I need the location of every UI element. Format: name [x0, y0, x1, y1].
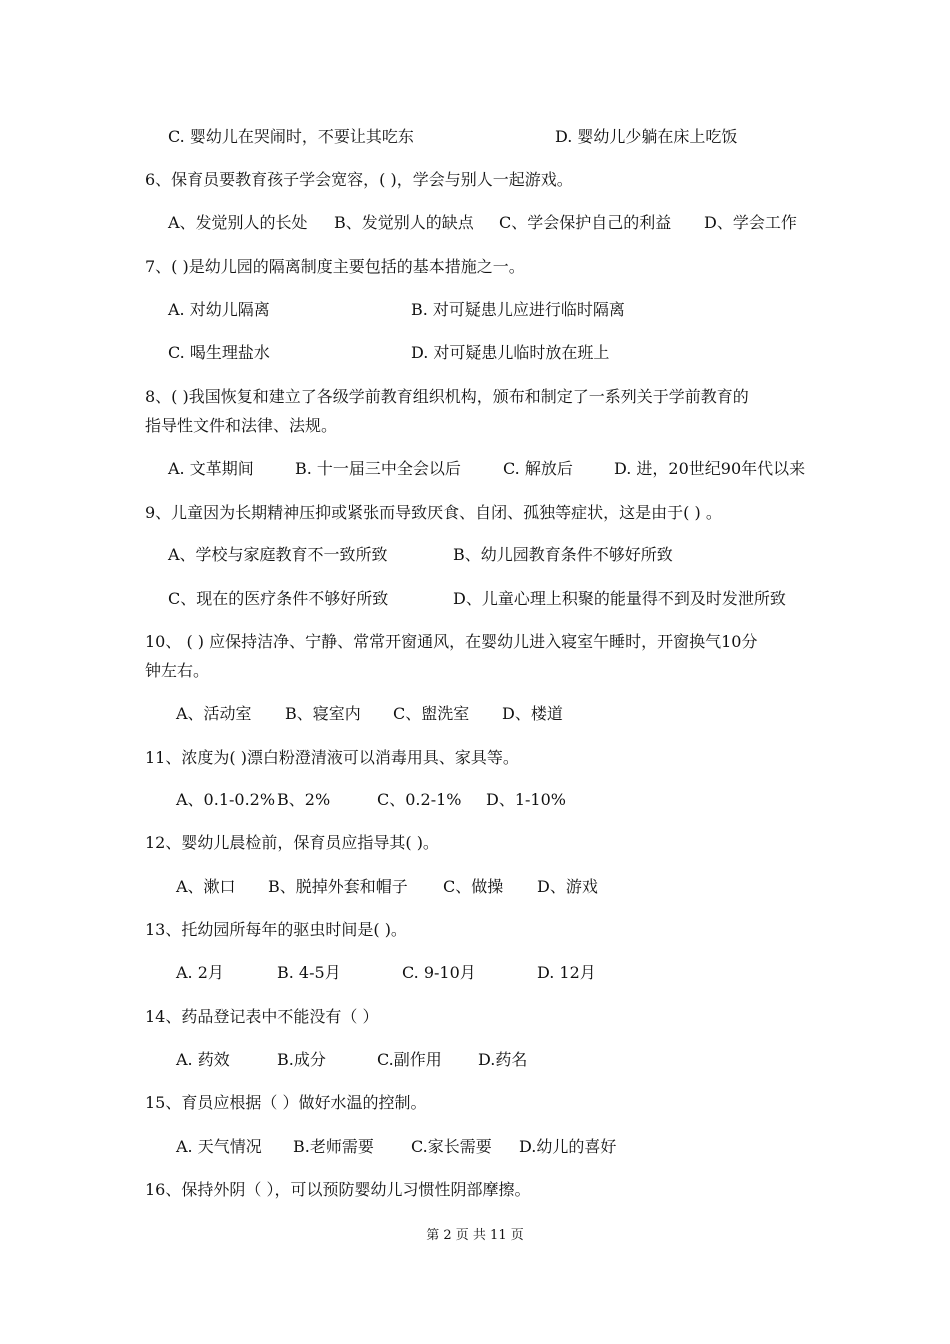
q13-stem — [0, 917, 950, 943]
q11-options — [0, 787, 950, 813]
question-text: 12、婴幼儿晨检前，保育员应指导其( )。 — [145, 833, 439, 852]
option-text: B. 4-5月 — [277, 963, 341, 982]
option-text: D. 对可疑患儿临时放在班上 — [411, 343, 610, 362]
option-text: C. 婴幼儿在哭闹时，不要让其吃东 — [168, 127, 414, 146]
option-text: D、游戏 — [537, 877, 598, 896]
option-text: D、楼道 — [502, 704, 563, 723]
option-text: C.副作用 — [377, 1050, 442, 1069]
option-text: D、儿童心理上积聚的能量得不到及时发泄所致 — [453, 589, 786, 608]
page-footer: 第 2 页 共 11 页 — [426, 1228, 524, 1243]
option-text: C.家长需要 — [411, 1137, 492, 1156]
option-text: B. 对可疑患儿应进行临时隔离 — [411, 300, 625, 319]
option-text: B.老师需要 — [293, 1137, 374, 1156]
option-text: B、2% — [277, 790, 331, 809]
q14-options — [0, 1047, 950, 1073]
option-text: B、脱掉外套和帽子 — [268, 877, 408, 896]
option-text: B、发觉别人的缺点 — [334, 213, 474, 232]
question-text: 14、药品登记表中不能没有（ ） — [145, 1007, 379, 1026]
option-text: A、发觉别人的长处 — [168, 213, 308, 232]
q5-options-cd — [0, 124, 950, 150]
q15-options — [0, 1134, 950, 1160]
option-text: C、现在的医疗条件不够好所致 — [168, 589, 389, 608]
option-text: D、1-10% — [486, 790, 566, 809]
question-text: 钟左右。 — [145, 661, 210, 680]
option-text: A. 2月 — [176, 963, 224, 982]
option-text: C、0.2-1% — [377, 790, 462, 809]
option-text: C、盥洗室 — [393, 704, 470, 723]
option-text: C、学会保护自己的利益 — [499, 213, 672, 232]
q10-stem-2 — [0, 658, 950, 684]
q7-options-cd — [0, 340, 950, 366]
question-text: 8、( )我国恢复和建立了各级学前教育组织机构，颁布和制定了一系列关于学前教育的 — [145, 387, 749, 406]
question-text: 指导性文件和法律、法规。 — [145, 416, 338, 435]
option-text: D.药名 — [478, 1050, 528, 1069]
q6-options — [0, 210, 950, 236]
q12-options — [0, 874, 950, 900]
question-text: 11、浓度为( )漂白粉澄清液可以消毒用具、家具等。 — [145, 748, 519, 767]
option-text: C、做操 — [443, 877, 504, 896]
q14-stem — [0, 1004, 950, 1030]
option-text: A. 对幼儿隔离 — [168, 300, 270, 319]
option-text: A、0.1-0.2% — [176, 790, 276, 809]
option-text: D. 婴幼儿少躺在床上吃饭 — [555, 127, 738, 146]
option-text: B、寝室内 — [285, 704, 361, 723]
q16-stem — [0, 1177, 950, 1203]
q8-stem-1 — [0, 384, 950, 410]
q10-stem-1 — [0, 629, 950, 655]
q9-options-cd — [0, 586, 950, 612]
question-text: 9、儿童因为长期精神压抑或紧张而导致厌食、自闭、孤独等症状，这是由于( ) 。 — [145, 503, 722, 522]
q9-stem — [0, 500, 950, 526]
question-text: 16、保持外阴（ ），可以预防婴幼儿习惯性阴部摩擦。 — [145, 1180, 531, 1199]
option-text: A、漱口 — [176, 877, 236, 896]
q12-stem — [0, 830, 950, 856]
option-text: B. 十一届三中全会以后 — [295, 459, 461, 478]
option-text: C. 喝生理盐水 — [168, 343, 270, 362]
option-text: A、学校与家庭教育不一致所致 — [168, 545, 388, 564]
q6-stem — [0, 167, 950, 193]
q15-stem — [0, 1090, 950, 1116]
option-text: B.成分 — [277, 1050, 326, 1069]
option-text: C. 9-10月 — [402, 963, 476, 982]
option-text: A、活动室 — [176, 704, 252, 723]
option-text: D. 进，20世纪90年代以来 — [614, 459, 806, 478]
q11-stem — [0, 745, 950, 771]
q7-stem — [0, 254, 950, 280]
q10-options — [0, 701, 950, 727]
option-text: B、幼儿园教育条件不够好所致 — [453, 545, 673, 564]
q9-options-ab — [0, 542, 950, 568]
question-text: 7、( )是幼儿园的隔离制度主要包括的基本措施之一。 — [145, 257, 525, 276]
question-text: 15、育员应根据（ ）做好水温的控制。 — [145, 1093, 427, 1112]
option-text: D. 12月 — [537, 963, 596, 982]
q8-options — [0, 456, 950, 482]
q8-stem-2 — [0, 413, 950, 439]
option-text: A. 药效 — [176, 1050, 230, 1069]
q13-options — [0, 960, 950, 986]
option-text: A. 文革期间 — [168, 459, 254, 478]
option-text: C. 解放后 — [503, 459, 573, 478]
option-text: D.幼儿的喜好 — [519, 1137, 617, 1156]
option-text: D、学会工作 — [704, 213, 797, 232]
question-text: 13、托幼园所每年的驱虫时间是( )。 — [145, 920, 407, 939]
question-text: 6、保育员要教育孩子学会宽容，( )，学会与别人一起游戏。 — [145, 170, 573, 189]
question-text: 10、 ( ) 应保持洁净、宁静、常常开窗通风，在婴幼儿进入寝室午睡时，开窗换气10分 — [145, 632, 758, 651]
q7-options-ab — [0, 297, 950, 323]
option-text: A. 天气情况 — [176, 1137, 262, 1156]
